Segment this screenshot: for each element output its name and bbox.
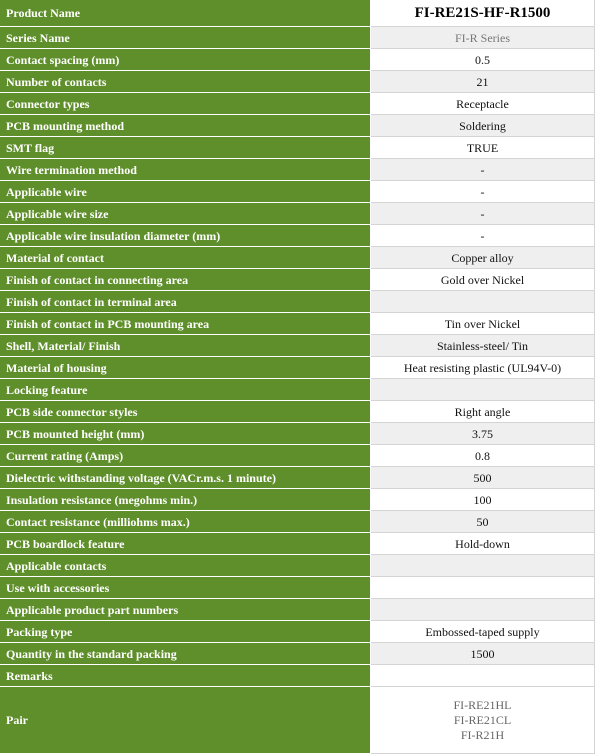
spec-value: -	[371, 203, 595, 225]
table-row	[0, 225, 595, 247]
spec-value: Receptacle	[371, 93, 595, 115]
table-row	[0, 137, 595, 159]
spec-label: Wire termination method	[0, 159, 371, 181]
table-row	[0, 357, 595, 379]
spec-value: 21	[371, 71, 595, 93]
spec-label: Applicable wire insulation diameter (mm)	[0, 225, 371, 247]
spec-value: Copper alloy	[371, 247, 595, 269]
spec-value: 500	[371, 467, 595, 489]
spec-value	[371, 291, 595, 313]
spec-label: Material of housing	[0, 357, 371, 379]
spec-value: Stainless-steel/ Tin	[371, 335, 595, 357]
spec-value: 50	[371, 511, 595, 533]
spec-value: TRUE	[371, 137, 595, 159]
spec-label: Contact spacing (mm)	[0, 49, 371, 71]
table-row	[0, 335, 595, 357]
spec-value	[371, 379, 595, 401]
spec-label: Finish of contact in PCB mounting area	[0, 313, 371, 335]
table-row	[0, 379, 595, 401]
table-row	[0, 599, 595, 621]
table-row	[0, 269, 595, 291]
spec-value: 0.5	[371, 49, 595, 71]
spec-label: SMT flag	[0, 137, 371, 159]
spec-label: Use with accessories	[0, 577, 371, 599]
spec-label: PCB side connector styles	[0, 401, 371, 423]
table-row	[0, 203, 595, 225]
spec-value: Tin over Nickel	[371, 313, 595, 335]
spec-label: Finish of contact in connecting area	[0, 269, 371, 291]
spec-label: Finish of contact in terminal area	[0, 291, 371, 313]
spec-value: 1500	[371, 643, 595, 665]
spec-value: -	[371, 181, 595, 203]
table-row	[0, 401, 595, 423]
table-row	[0, 533, 595, 555]
table-row	[0, 115, 595, 137]
spec-label: Material of contact	[0, 247, 371, 269]
table-row	[0, 621, 595, 643]
spec-label: Shell, Material/ Finish	[0, 335, 371, 357]
spec-label: PCB mounting method	[0, 115, 371, 137]
table-row	[0, 71, 595, 93]
spec-label: Series Name	[0, 27, 371, 49]
spec-label: Remarks	[0, 665, 371, 687]
product-name-label: Product Name	[0, 0, 371, 27]
spec-value	[371, 665, 595, 687]
spec-value	[371, 577, 595, 599]
spec-value: -	[371, 225, 595, 247]
table-row	[0, 181, 595, 203]
pair-label: Pair	[0, 687, 371, 754]
pair-values	[371, 687, 595, 754]
spec-label: Connector types	[0, 93, 371, 115]
spec-value: Right angle	[371, 401, 595, 423]
spec-label: Applicable contacts	[0, 555, 371, 577]
spec-label: Locking feature	[0, 379, 371, 401]
spec-value	[371, 555, 595, 577]
table-row	[0, 643, 595, 665]
spec-label: PCB boardlock feature	[0, 533, 371, 555]
table-row	[0, 445, 595, 467]
spec-value: 100	[371, 489, 595, 511]
spec-label: Contact resistance (milliohms max.)	[0, 511, 371, 533]
spec-value: Gold over Nickel	[371, 269, 595, 291]
spec-label: Insulation resistance (megohms min.)	[0, 489, 371, 511]
table-row	[0, 423, 595, 445]
table-row	[0, 489, 595, 511]
spec-value	[371, 599, 595, 621]
table-row	[0, 27, 595, 49]
table-row	[0, 159, 595, 181]
table-row	[0, 93, 595, 115]
spec-label: Applicable wire size	[0, 203, 371, 225]
spec-label: Applicable product part numbers	[0, 599, 371, 621]
spec-value: Hold-down	[371, 533, 595, 555]
pair-part-link[interactable]: FI-R21H	[460, 727, 505, 742]
table-row	[0, 467, 595, 489]
spec-label: Number of contacts	[0, 71, 371, 93]
table-row	[0, 291, 595, 313]
table-row	[0, 49, 595, 71]
table-row	[0, 511, 595, 533]
pair-part-link[interactable]: FI-RE21HL	[453, 697, 512, 712]
product-name-row	[0, 0, 595, 27]
spec-label: Quantity in the standard packing	[0, 643, 371, 665]
spec-label: Dielectric withstanding voltage (VACr.m.s. 1 minute)	[0, 467, 371, 489]
spec-value: Embossed-taped supply	[371, 621, 595, 643]
spec-value: 0.8	[371, 445, 595, 467]
spec-value: 3.75	[371, 423, 595, 445]
table-row	[0, 555, 595, 577]
product-name-value: FI-RE21S-HF-R1500	[371, 0, 595, 27]
table-row	[0, 577, 595, 599]
spec-label: Applicable wire	[0, 181, 371, 203]
spec-label: PCB mounted height (mm)	[0, 423, 371, 445]
spec-label: Packing type	[0, 621, 371, 643]
table-row	[0, 313, 595, 335]
spec-value: -	[371, 159, 595, 181]
table-row	[0, 665, 595, 687]
pair-row	[0, 687, 595, 754]
pair-part-link[interactable]: FI-RE21CL	[453, 712, 512, 727]
spec-label: Current rating (Amps)	[0, 445, 371, 467]
table-row	[0, 247, 595, 269]
spec-value: Heat resisting plastic (UL94V-0)	[371, 357, 595, 379]
spec-value: FI-R Series	[371, 27, 595, 49]
spec-value: Soldering	[371, 115, 595, 137]
